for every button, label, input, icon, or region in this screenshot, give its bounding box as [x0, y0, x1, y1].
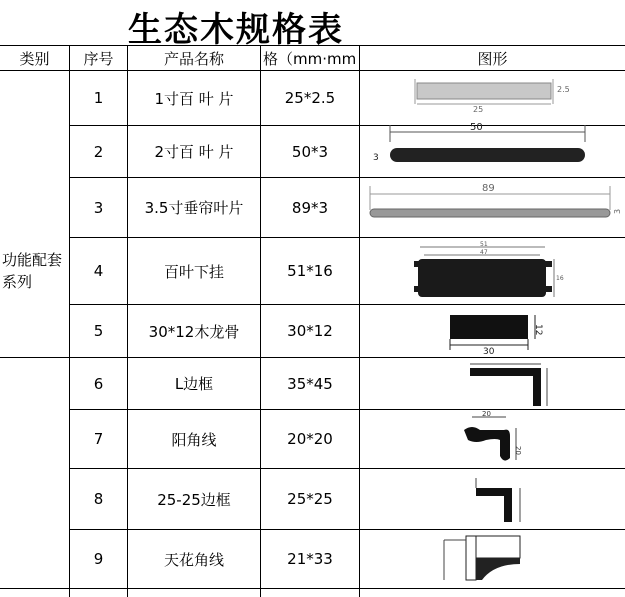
figure-row-8	[468, 472, 538, 527]
cell-name: 阳角线	[171, 430, 217, 449]
cell-name: 百叶下挂	[163, 262, 224, 281]
dim-label: 30	[483, 347, 495, 357]
dim-label: 20	[514, 446, 522, 455]
dim-label: 50	[470, 122, 483, 133]
page-title: 生态木规格表	[128, 10, 344, 50]
cell-spec: 30*12	[287, 322, 333, 340]
figure-row-9	[440, 530, 530, 588]
cell-name: 1寸百 叶 片	[154, 89, 234, 108]
dim-label: 3	[613, 208, 622, 214]
dim-label: 16	[556, 275, 564, 282]
cell-spec: 35*45	[287, 374, 333, 393]
figure-row-6	[465, 360, 555, 410]
cell-spec: 21*33	[287, 550, 333, 568]
dim-label: 20	[482, 410, 491, 418]
header-name: 产品名称	[163, 49, 224, 68]
dim-label: 2.5	[557, 85, 570, 94]
cell-index: 4	[93, 262, 104, 280]
dim-label: 47	[480, 249, 488, 256]
dim-label: 51	[480, 241, 488, 248]
category-cell: 功能配套系列	[2, 251, 63, 291]
dim-label: 3	[373, 153, 379, 163]
dim-label: 89	[482, 183, 495, 194]
figure-row-7	[458, 410, 538, 468]
header-spec: 格（mm·mm	[263, 49, 357, 68]
cell-index: 7	[93, 430, 104, 448]
cell-name: L边框	[174, 375, 214, 393]
cell-spec: 50*3	[291, 142, 329, 161]
cell-name: 25-25边框	[157, 490, 231, 509]
cell-index: 8	[93, 490, 104, 508]
cell-spec: 51*16	[287, 262, 333, 280]
cell-spec: 89*3	[291, 198, 329, 217]
dim-label: 25	[473, 105, 484, 114]
figure-row-2	[370, 120, 595, 168]
dim-label: 12	[533, 324, 543, 336]
cell-name: 2寸百 叶 片	[154, 143, 234, 161]
figure-row-3	[366, 180, 624, 225]
cell-spec: 25*25	[287, 490, 333, 508]
cell-index: 6	[93, 374, 104, 393]
cell-index: 2	[93, 142, 104, 161]
figure-row-5	[445, 310, 555, 355]
figure-row-1	[405, 74, 585, 114]
cell-spec: 20*20	[287, 430, 333, 448]
header-category: 类别	[19, 49, 50, 68]
cell-spec: 25*2.5	[284, 89, 336, 107]
cell-index: 1	[93, 89, 104, 107]
cell-name: 天花角线	[163, 550, 224, 569]
cell-name: 30*12木龙骨	[148, 322, 240, 341]
header-index: 序号	[83, 49, 114, 68]
cell-name: 3.5寸垂帘叶片	[144, 199, 244, 217]
header-figure: 图形	[477, 49, 508, 68]
cell-index: 3	[93, 198, 104, 217]
figure-row-4	[410, 240, 564, 302]
cell-index: 5	[93, 322, 104, 340]
cell-index: 9	[93, 550, 104, 568]
